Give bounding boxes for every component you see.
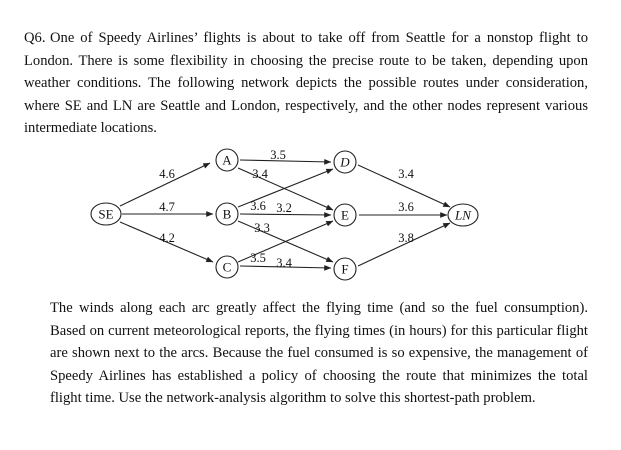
weight-b-f: 3.3 xyxy=(254,221,270,235)
node-d-label: D xyxy=(340,154,350,170)
weight-se-c: 4.2 xyxy=(159,231,175,245)
arc-weights xyxy=(159,148,414,270)
intro-line: upon weather conditions. The following network depicts the possible routes under xyxy=(24,52,588,92)
weight-a-e: 3.4 xyxy=(252,167,268,181)
node-e-label: E xyxy=(341,207,349,223)
weight-e-ln: 3.6 xyxy=(398,200,414,214)
weight-c-f: 3.4 xyxy=(276,256,292,270)
intro-line: One of Speedy Airlines’ flights is about to take off from Seattle for a nonstop flight to xyxy=(50,30,588,46)
weight-a-d: 3.5 xyxy=(270,148,286,162)
intro-line: consideration, where SE and LN are Seattle and London, respectively, and the other nodes xyxy=(24,75,588,114)
body-line: are shown next to the arcs. Because the fuel consumed is so expensive, the management xyxy=(50,345,572,362)
node-ln xyxy=(448,204,478,226)
intro-line: represent various intermediate locations. xyxy=(24,97,588,137)
node-f-label: F xyxy=(341,261,349,277)
node-a-label: A xyxy=(222,152,232,168)
node-c xyxy=(216,256,238,278)
weight-se-b: 4.7 xyxy=(159,200,175,214)
question-body xyxy=(50,297,588,410)
node-f xyxy=(334,258,356,280)
body-line: of Speedy Airlines has established a policy of choosing the route that minimizes the total xyxy=(50,345,588,384)
node-se xyxy=(91,203,121,225)
weight-b-d: 3.6 xyxy=(250,199,266,213)
body-line: The winds along each arc greatly affect the flying time (and so the fuel consumption). xyxy=(50,300,588,316)
node-a xyxy=(216,149,238,171)
weight-c-e: 3.5 xyxy=(250,251,266,265)
weight-f-ln: 3.8 xyxy=(398,231,414,245)
weight-d-ln: 3.4 xyxy=(398,167,414,181)
weight-se-a: 4.6 xyxy=(159,167,175,181)
question-number: Q6. xyxy=(24,30,46,46)
node-d xyxy=(334,151,356,173)
node-e xyxy=(334,204,356,226)
node-c-label: C xyxy=(222,259,232,275)
intro-line: London. There is some flexibility in choosing the precise route to be taken, depending xyxy=(24,52,554,69)
weight-b-e: 3.2 xyxy=(276,201,292,215)
node-se-label: SE xyxy=(98,206,114,222)
body-line: Based on current meteorological reports, the flying times (in hours) for this particular flight xyxy=(50,322,588,339)
body-line: flight time. Use the network-analysis algorithm to solve this shortest-path problem. xyxy=(50,390,536,407)
node-ln-label: LN xyxy=(455,207,471,223)
node-b xyxy=(216,203,238,225)
node-b-label: B xyxy=(222,206,232,222)
